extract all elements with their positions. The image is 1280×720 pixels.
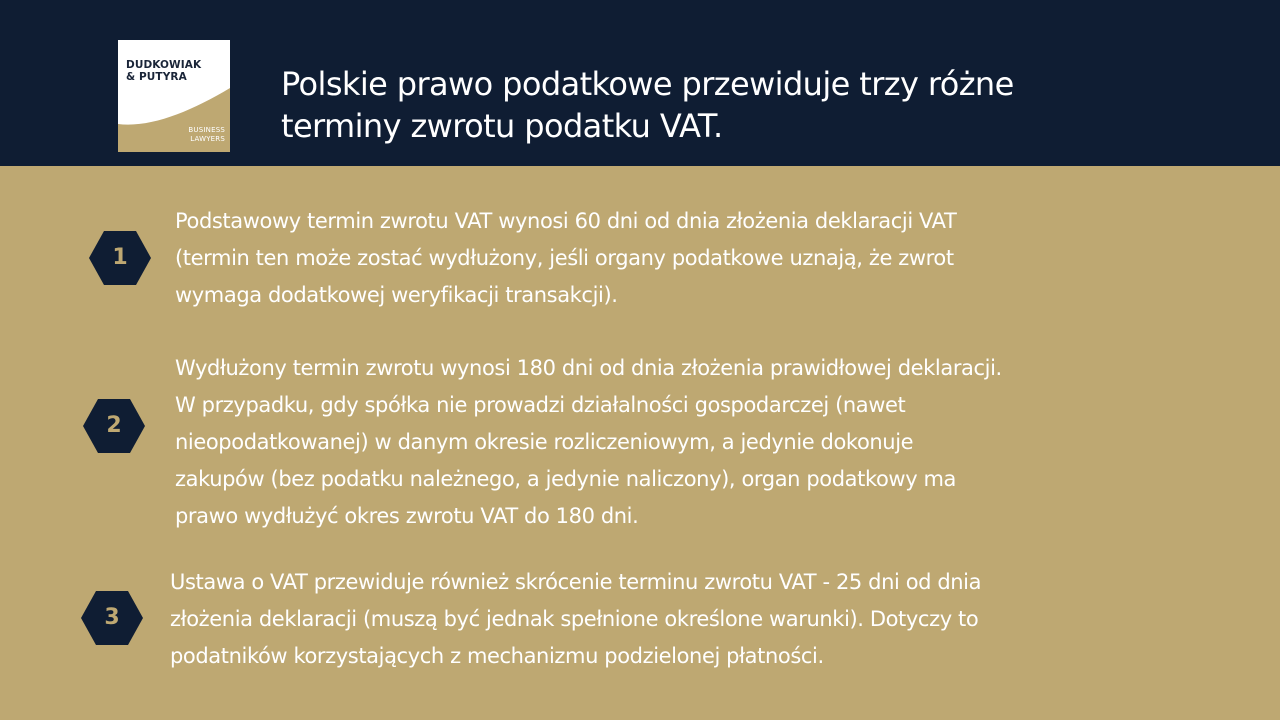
item-text-1: Podstawowy termin zwrotu VAT wynosi 60 dni od dnia złożenia deklaracji VAT (termin ten może zostać wydłużony, jeśli organy podatkowe uznają, że zwrot wymaga dodatkowej weryfikacji transakcji). bbox=[175, 209, 957, 307]
page-title: Polskie prawo podatkowe przewiduje trzy różne terminy zwrotu podatku VAT. bbox=[281, 65, 1014, 145]
item-text-2: Wydłużony termin zwrotu wynosi 180 dni od dnia złożenia prawidłowej deklaracji. W przypadku, gdy spółka nie prowadzi działalności gospodarczej (nawet nieopodatkowanej) w danym okresie rozliczeniowym, a jedynie dokonuje zakupów (bez podatku należnego, a jedynie naliczony), organ podatkowy ma prawo wydłużyć okres zwrotu VAT do 180 dni. bbox=[175, 356, 1002, 528]
logo-name-line2: & PUTYRA bbox=[126, 71, 187, 83]
header-bar bbox=[0, 0, 1280, 166]
badge-number: 3 bbox=[104, 605, 120, 630]
number-badge-3 bbox=[80, 590, 144, 646]
item-text-3: Ustawa o VAT przewiduje również skrócenie terminu zwrotu VAT - 25 dni od dnia złożenia deklaracji (muszą być jednak spełnione określone warunki). Dotyczy to podatników korzystających z mechanizmu podzielonej płatności. bbox=[170, 570, 982, 668]
badge-number: 2 bbox=[106, 413, 122, 438]
company-logo bbox=[118, 40, 230, 152]
logo-tagline bbox=[188, 126, 225, 144]
logo-name-line1: DUDKOWIAK bbox=[126, 59, 202, 71]
logo-tag-line1: BUSINESS bbox=[188, 126, 225, 134]
logo-firm-name bbox=[126, 59, 201, 83]
number-badge-2 bbox=[82, 398, 146, 454]
logo-tag-line2: LAWYERS bbox=[190, 135, 225, 143]
number-badge-1 bbox=[88, 230, 152, 286]
badge-number: 1 bbox=[112, 245, 128, 270]
